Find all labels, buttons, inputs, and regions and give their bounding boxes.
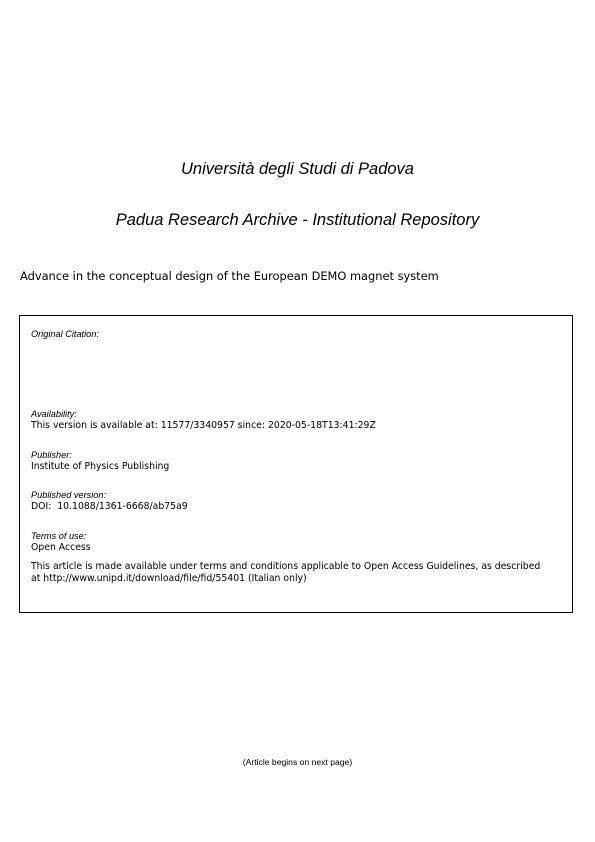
original-citation-label: Original Citation: (31, 329, 99, 339)
repository-name: Padua Research Archive - Institutional Repository (115, 211, 480, 229)
published-version-value: DOI: 10.1088/1361-6668/ab75a9 (31, 501, 188, 512)
terms-of-use-value: Open Access (31, 542, 91, 553)
page-footer-note: (Article begins on next page) (242, 757, 353, 767)
published-version-label: Published version: (31, 490, 107, 500)
paper-title: Advance in the conceptual design of the European DEMO magnet system (20, 269, 439, 283)
university-name: Università degli Studi di Padova (181, 160, 414, 178)
availability-label: Availability: (31, 409, 77, 419)
publisher-value: Institute of Physics Publishing (31, 461, 170, 472)
citation-box (19, 315, 573, 613)
terms-of-use-note: This article is made available under terms and conditions applicable to Open Access Guidelines, as described at http://www.unipd.it/download/file/fid/55401 (Italian only) (31, 561, 541, 584)
publisher-label: Publisher: (31, 450, 72, 460)
availability-value: This version is available at: 11577/3340957 since: 2020-05-18T13:41:29Z (31, 420, 376, 431)
terms-of-use-label: Terms of use: (31, 531, 87, 541)
